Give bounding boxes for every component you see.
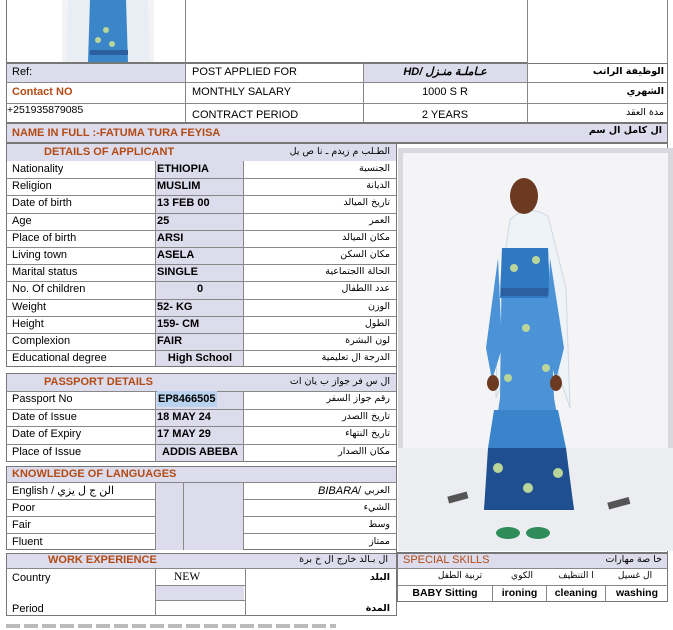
applicant-field-value: High School	[167, 352, 233, 364]
applicant-field-value: ETHIOPIA	[157, 163, 209, 175]
passport-field-value: 17 MAY 29	[157, 428, 211, 440]
work-experience-title: WORK EXPERIENCE	[48, 554, 157, 566]
skill-item: ironing	[501, 587, 538, 599]
language-level-label: Poor	[12, 502, 36, 514]
language-level-label: Fair	[12, 519, 31, 531]
applicant-section-title: DETAILS OF APPLICANT	[44, 146, 175, 158]
applicant-field-label: Educational degree	[12, 352, 107, 364]
applicant-field-label: Weight	[12, 301, 47, 313]
applicant-photo	[398, 148, 673, 551]
english-language-label: English / الن ج ل يزي	[12, 485, 115, 497]
passport-number: EP8466505	[158, 393, 216, 405]
ref-label: Ref:	[12, 66, 33, 78]
language-level-arabic: ممتاز	[369, 536, 390, 547]
applicant-field-value: 25	[157, 215, 170, 227]
passport-section-title-arabic: ال س فر جواز ب يان ات	[289, 376, 390, 387]
post-applied-value: HD/ عـاملـة منـزل	[403, 66, 487, 78]
passport-field-arabic: رقم جواز السفر	[326, 393, 390, 404]
applicant-field-arabic: عدد االطفال	[341, 283, 390, 294]
applicant-field-arabic: الطول	[364, 318, 390, 329]
applicant-field-value: 52- KG	[157, 301, 193, 313]
contract-period-value: 2 YEARS	[421, 109, 469, 121]
applicant-field-value: SINGLE	[157, 266, 198, 278]
work-country-label: Country	[12, 572, 51, 584]
applicant-field-value: MUSLIM	[157, 180, 201, 192]
arabic-language-label: العربي /	[357, 485, 390, 496]
monthly-salary-arabic: الشهري	[626, 86, 664, 97]
work-period-label: Period	[12, 603, 44, 615]
applicant-field-label: Height	[12, 318, 44, 330]
contract-period-arabic: مدة العقد	[626, 107, 664, 118]
skill-item: BABY Sitting	[412, 587, 478, 599]
passport-field-value: 18 MAY 24	[157, 411, 211, 423]
arabic-language-level: BIBARA	[318, 485, 359, 497]
special-skills-title: SPECIAL SKILLS	[403, 554, 490, 566]
passport-section-title: PASSPORT DETAILS	[44, 376, 153, 388]
language-level-arabic: الشيء	[363, 502, 390, 513]
work-country-value: NEW	[174, 571, 201, 583]
applicant-field-label: Religion	[12, 180, 52, 192]
passport-field-label: Place of Issue	[12, 446, 82, 458]
contact-phone: +251935879085	[7, 104, 84, 116]
applicant-field-label: Complexion	[12, 335, 71, 347]
applicant-field-value: ARSI	[157, 232, 184, 244]
full-name: NAME IN FULL :-FATUMA TURA FEYISA	[12, 127, 221, 139]
passport-field-label: Passport No	[12, 393, 73, 405]
applicant-field-arabic: مكان السكن	[340, 249, 390, 260]
monthly-salary-label: MONTHLY SALARY	[192, 86, 292, 98]
work-country-arabic: البلد	[369, 572, 390, 583]
work-period-arabic: المدة	[365, 603, 390, 614]
language-level-label: Fluent	[12, 536, 43, 548]
applicant-field-value: 0	[196, 283, 204, 295]
applicant-field-arabic: الحالة االجتماعية	[325, 266, 390, 277]
post-applied-label: POST APPLIED FOR	[192, 66, 297, 78]
applicant-field-arabic: الدرجة ال تعليمية	[321, 352, 390, 363]
passport-field-value: ADDIS ABEBA	[162, 446, 238, 458]
applicant-field-label: Nationality	[12, 163, 64, 175]
passport-field-arabic: مكان االصدار	[338, 446, 390, 457]
footer-fragment	[6, 620, 336, 628]
passport-field-arabic: تاريخ االصدر	[342, 411, 390, 422]
skill-arabic-header: تربية الطفل	[437, 571, 483, 581]
skill-item: washing	[615, 587, 658, 599]
applicant-field-value: 13 FEB 00	[157, 197, 210, 209]
applicant-field-arabic: الديانة	[366, 180, 390, 191]
applicant-field-arabic: العمر	[369, 215, 390, 226]
applicant-field-label: Age	[12, 215, 32, 227]
full-name-arabic: ال كامل ال سم	[588, 125, 662, 136]
monthly-salary-value: 1000 S R	[422, 86, 468, 98]
skill-arabic-header: الكوي	[511, 571, 533, 581]
contact-label: Contact NO	[12, 86, 73, 98]
contract-period-label: CONTRACT PERIOD	[192, 109, 299, 121]
skill-item: cleaning	[554, 587, 598, 599]
applicant-field-arabic: لون البشرة	[345, 335, 390, 346]
applicant-field-arabic: الجنسية	[359, 163, 390, 174]
skill-arabic-header: ا التنظيف	[558, 571, 594, 581]
applicant-section-title-arabic: الطـلب م زيدم ـ نا ص يل	[289, 146, 390, 157]
skill-arabic-header: ال غسيل	[617, 571, 653, 581]
language-level-arabic: وسط	[368, 519, 390, 530]
applicant-field-label: Living town	[12, 249, 68, 261]
applicant-field-label: Marital status	[12, 266, 78, 278]
passport-field-label: Date of Expiry	[12, 428, 82, 440]
work-experience-title-arabic: ال بـالد خارج ال خ برة	[299, 554, 388, 565]
applicant-field-label: Date of birth	[12, 197, 72, 209]
special-skills-title-arabic: خا صة مهارات	[605, 554, 662, 565]
applicant-field-arabic: الوزن	[367, 301, 390, 312]
applicant-field-arabic: تاريخ الميالد	[343, 197, 390, 208]
post-applied-arabic: الوظيفة الراتب	[592, 66, 664, 77]
passport-field-arabic: تاريخ النتهاء	[345, 428, 390, 439]
applicant-field-label: Place of birth	[12, 232, 77, 244]
languages-section-title: KNOWLEDGE OF LANGUAGES	[12, 468, 177, 480]
applicant-photo-thumbnail	[62, 0, 154, 62]
applicant-field-arabic: مكان الميالد	[342, 232, 390, 243]
applicant-field-label: No. Of children	[12, 283, 86, 295]
applicant-field-value: 159- CM	[157, 318, 200, 330]
applicant-field-value: ASELA	[157, 249, 195, 261]
passport-field-label: Date of Issue	[12, 411, 77, 423]
applicant-field-value: FAIR	[157, 335, 183, 347]
